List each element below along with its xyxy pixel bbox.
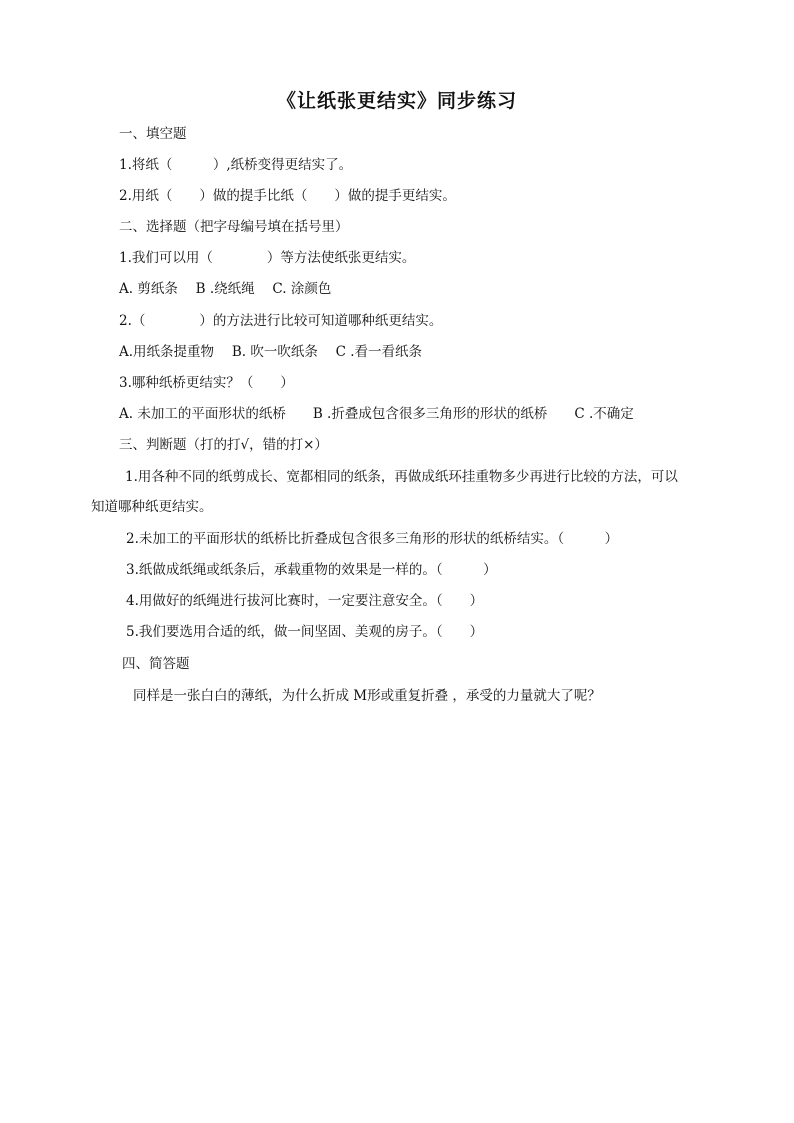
choice-question-2-options: A.用纸条提重物 B. 吹一吹纸条 C .看一看纸条 — [119, 344, 423, 360]
judge-question-2: 2.未加工的平面形状的纸桥比折叠成包含很多三角形的形状的纸桥结实。（ ） — [126, 531, 619, 547]
section-heading-judge: 三、判断题（打的打√，错的打×） — [119, 437, 328, 453]
choice-question-2: 2.（ ）的方法进行比较可知道哪种纸更结实。 — [119, 313, 443, 329]
judge-question-1-line-2: 知道哪种纸更结实。 — [91, 499, 213, 515]
choice-question-3-options: A. 未加工的平面形状的纸桥 B .折叠成包含很多三角形的形状的纸桥 C .不确定 — [119, 406, 634, 422]
choice-question-3: 3.哪种纸桥更结实？（ ） — [119, 375, 294, 391]
short-answer-question-1: 同样是一张白白的薄纸，为什么折成 M形或重复折叠 ，承受的力量就大了呢？ — [133, 688, 601, 704]
judge-question-4: 4.用做好的纸绳进行拔河比赛时，一定要注意安全。（ ） — [126, 593, 484, 609]
section-heading-short-answer: 四、简答题 — [122, 656, 190, 672]
page-title: 《让纸张更结实》同步练习 — [276, 90, 517, 112]
choice-question-1-options: A. 剪纸条 B .绕纸绳 C. 涂颜色 — [119, 281, 332, 297]
fill-blank-question-2: 2.用纸（ ）做的提手比纸（ ）做的提手更结实。 — [119, 188, 456, 204]
judge-question-1-line-1: 1.用各种不同的纸剪成长、宽都相同的纸条，再做成纸环挂重物多少再进行比较的方法，可以 — [125, 469, 678, 485]
fill-blank-question-1: 1.将纸（ ）,纸桥变得更结实了。 — [119, 157, 353, 173]
section-heading-choice: 二、选择题（把字母编号填在括号里） — [119, 219, 349, 235]
choice-question-1: 1.我们可以用（ ）等方法使纸张更结实。 — [119, 250, 416, 266]
judge-question-5: 5.我们要选用合适的纸，做一间坚固、美观的房子。（ ） — [126, 624, 484, 640]
section-heading-fill-blank: 一、填空题 — [119, 126, 187, 142]
judge-question-3: 3.纸做成纸绳或纸条后，承载重物的效果是一样的。（ ） — [126, 562, 497, 578]
